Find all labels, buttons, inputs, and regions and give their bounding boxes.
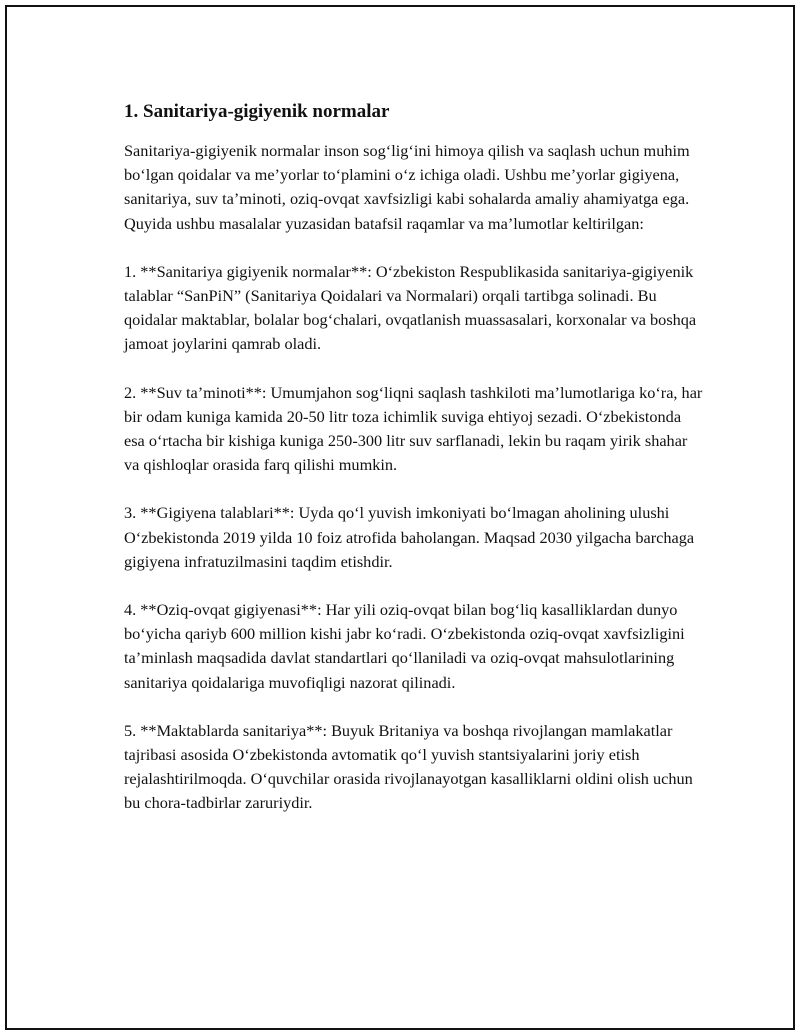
list-item-hygiene-requirements: 3. **Gigiyena talablari**: Uyda qo‘l yuvish imkoniyati bo‘lmagan aholining ulushi O‘zbekistonda 2019 yilda 10 foiz atrofida baholangan. Maqsad 2030 yilgacha barchaga gigiyena infratuzilmasini taqdim etishdir. xyxy=(124,503,695,571)
list-item-water-supply: 2. **Suv ta’minoti**: Umumjahon sog‘liqni saqlash tashkiloti ma’lumotlariga ko‘ra, har bir odam kuniga kamida 20-50 litr toza ichimlik suviga ehtiyoj sezadi. O‘zbekistonda esa o‘rtacha bir kishiga kuniga 250-300 litr suv sarflanadi, lekin bu raqam yirik shahar va qishloqlar orasida farq qilishi mumkin. xyxy=(124,382,703,475)
document-body xyxy=(124,99,704,840)
list-item-sanitary-norms: 1. **Sanitariya gigiyenik normalar**: O‘zbekiston Respublikasida sanitariya-gigiyenik talablar “SanPiN” (Sanitariya Qoidalari va Normalari) orqali tartibga solinadi. Bu qoidalar maktablar, bolalar bog‘chalari, ovqatlanish muassasalari, korxonalar va boshqa jamoat joylarini qamrab oladi. xyxy=(124,261,697,354)
section-heading: 1. Sanitariya-gigiyenik normalar xyxy=(124,101,390,122)
intro-paragraph: Sanitariya-gigiyenik normalar inson sog‘lig‘ini himoya qilish va saqlash uchun muhim bo‘lgan qoidalar va me’yorlar to‘plamini o‘z ichiga oladi. Ushbu me’yorlar gigiyena, sanitariya, suv ta’minoti, oziq-ovqat xavfsizligi kabi sohalarda amaliy ahamiyatga ega. Quyida ushbu masalalar yuzasidan batafsil raqamlar va ma’lumotlar keltirilgan: xyxy=(124,141,690,233)
document-page xyxy=(5,5,795,1030)
list-item-school-sanitation: 5. **Maktablarda sanitariya**: Buyuk Britaniya va boshqa rivojlangan mamlakatlar tajribasi asosida O‘zbekistonda avtomatik qo‘l yuvish stantsiyalarini joriy etish rejalashtirilmoqda. O‘quvchilar orasida rivojlanayotgan kasalliklarni oldini olish uchun bu chora-tadbirlar zaruriydir. xyxy=(124,720,693,813)
list-item-food-hygiene: 4. **Oziq-ovqat gigiyenasi**: Har yili oziq-ovqat bilan bog‘liq kasalliklardan dunyo bo‘yicha qariyb 600 million kishi jabr ko‘radi. O‘zbekistonda oziq-ovqat xavfsizligini ta’minlash maqsadida davlat standartlari qo‘llaniladi va oziq-ovqat mahsulotlarining sanitariya qoidalariga muvofiqligi nazorat qilinadi. xyxy=(124,600,685,692)
